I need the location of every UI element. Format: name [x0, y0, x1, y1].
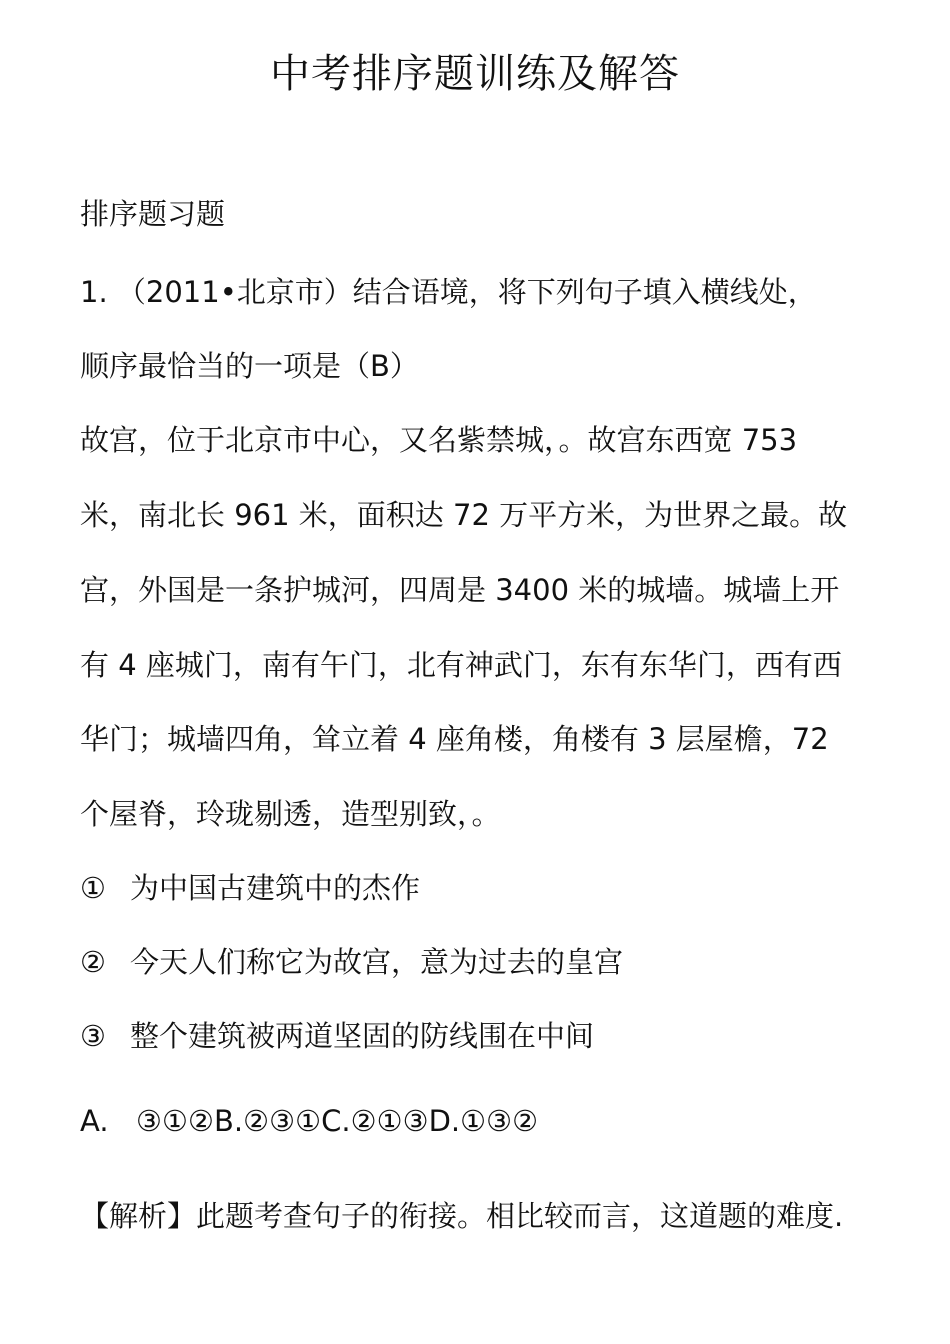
answer-label: A.: [80, 1104, 109, 1138]
option-text: 今天人们称它为故宫，意为过去的皇宫: [130, 945, 624, 979]
option-item: [80, 868, 420, 908]
passage-line: 个屋脊，玲珑剔透，造型别致，。: [80, 797, 501, 831]
passage-line: 有 4 座城门，南有午门，北有神武门，东有东华门，西有西: [80, 648, 842, 682]
option-marker: ①: [80, 871, 106, 905]
passage-line: 宫，外国是一条护城河，四周是 3400 米的城墙。城墙上开: [80, 573, 840, 607]
option-item: [80, 942, 623, 982]
option-text: 整个建筑被两道坚固的防线围在中间: [130, 1019, 595, 1053]
passage-line: 华门；城墙四角，耸立着 4 座角楼，角楼有 3 层屋檐，72: [80, 722, 829, 756]
passage-line: 米，南北长 961 米，面积达 72 万平方米，为世界之最。故: [80, 498, 848, 532]
question-line-1: 1. （2011•北京市）结合语境，将下列句子填入横线处，: [80, 275, 817, 309]
section-heading: 排序题习题: [80, 197, 226, 231]
question-line-2: 顺序最恰当的一项是（B）: [80, 349, 419, 383]
answer-choices: [80, 1101, 538, 1141]
document-title: 中考排序题训练及解答: [270, 51, 680, 97]
option-text: 为中国古建筑中的杰作: [130, 871, 421, 905]
option-marker: ③: [80, 1019, 106, 1053]
option-marker: ②: [80, 945, 106, 979]
passage-line: 故宫，位于北京市中心，又名紫禁城，。故宫东西宽 753: [80, 423, 798, 457]
answer-choices-text: ③①②B.②③①C.②①③D.①③②: [136, 1104, 539, 1138]
analysis-text: 【解析】此题考查句子的衔接。相比较而言，这道题的难度.: [80, 1199, 844, 1233]
option-item: [80, 1016, 594, 1056]
